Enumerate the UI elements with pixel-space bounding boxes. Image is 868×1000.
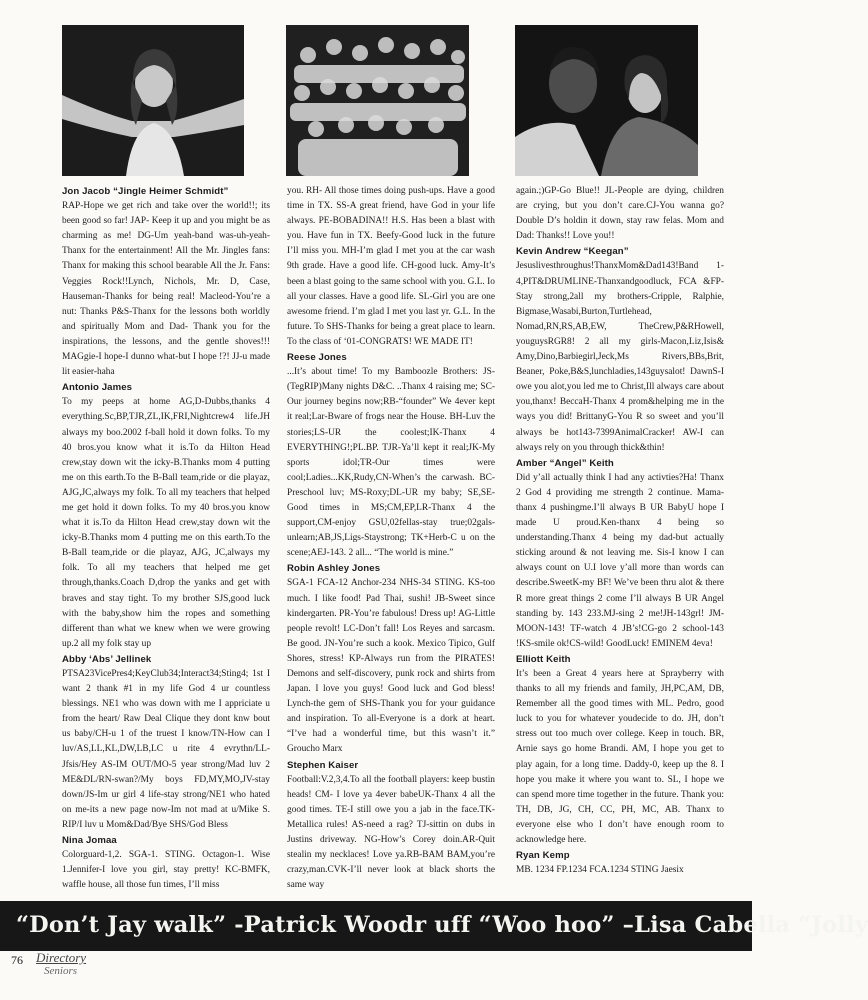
quote-text: “Don’t Jay walk” -Patrick Woodr uff “Woo hoo” –Lisa Cabella “Jolly [16, 912, 868, 938]
senior-message: you. RH- All those times doing push-ups. Have a good time in TX. SS-A great friend, have God in your life always. PE-BOBADINA!! H.S. Has been a blast with you. Have fun in TX. Beefy-Good luck in the future I’ll miss you. MH-I’m glad I met you at the car wash 9th grade. Have a good life. CH-good luck. Amy-It’s been a blast going to the same school with you. G.L. Io all your classes. Have a good life. SL-Girl you are one awesome friend. I’m glad I met you last yr. G.L. In the future. To SHS-Thanks for being a great place to learn. To the class of ‘01-CONGRATS! WE MADE IT! [287, 186, 495, 347]
page-number: 76 [11, 953, 23, 967]
section-name: Directory [36, 950, 87, 965]
student-portrait-photo-icon [62, 25, 244, 176]
senior-message: again.;)GP-Go Blue!! JL-People are dying, children are crying, but you don’t care.CJ-You wanna go?Double D’s holdin it down, stay raw felas. Mom and Dad: Thanks!! Love you!! [516, 186, 724, 242]
senior-name: Amber “Angel” Keith [516, 457, 614, 469]
senior-name: Kevin Andrew “Keegan” [516, 246, 629, 258]
text-column-1 [62, 184, 270, 893]
senior-message: ...It’s about time! To my Bamboozle Brothers: JS-(TegRIP)Many nights D&C. ..Thanx 4 raising me; SC-Our journey begins now;RB-“founder” We 4ever kept it real;Lar-Bware of frogs near the House. BH-Luv the stories;LS-UR the coolest;IK-Thanx 4 EVERYTHING!;PL.BP. TJR-Ya’ll kept it real;JK-My sports idol;TR-Our times were cool;Ladies...KK,Rudy,CN-When’s the carwash. BC-Preschool luv; MS-Roxy;DL-UR my baby; SE,SE-Good times in MS;CM,EP,LR-Thanx 4 the support,CM-enjoy GSU,02fellas-stay true;02gals-unlearn;AB,JS,Ligs-Staystrong; TK+Herb-C u on the scene;AEJ-143. 2 all... “The world is mine.” [287, 367, 495, 559]
senior-message: RAP-Hope we get rich and take over the world!!; its been good so far! JAP- Keep it up and you might be as charming as me! DG-Um yeah-band was-uh-yeah-Thanx for the entertainment! All the Mr. Jingles fans: Thanx for making this school bearable All the Jr. Fans: Veggies Rock!!Lynch, Nichols, Mr. D, Case, Hauseman-Thanks for being real! Macleod-You’re a nut: Thanks P&S-Thanx for the lessons both worldly and spiritually Mom and Dad- Thank you for the inspirations, the lessons, and the gentle shoves!!! MAGgie-I hope-I dunno what-but I hope !?! JJ-u made lit easier-haha [62, 201, 270, 378]
group-photo-icon [286, 25, 469, 176]
senior-name: Robin Ashley Jones [287, 563, 381, 575]
senior-name: Antonio James [62, 382, 133, 394]
senior-name: Jon Jacob “Jingle Heimer Schmidt” [62, 186, 229, 197]
senior-message: Did y’all actually think I had any activties?Ha! Thanx 2 God 4 providing me strength 2 continue. Mama-thanx 4 pushingme.I’ll always B UR BabyU hope I made U proud.Ken-thanx 4 being so understanding.Thanx 4 being my dad-but actually sticking around & not leaving me. Sis-I know I can always count on U.I love y’all more than words can describe.SweetK-my BF! We’ve been thru alot & there R more great things 2 come I’ll always B UR Angel standing by. 143 233.MJ-sing 2 me!JH-143grl! JM-MOON-143! TF-watch 4 JB’s!CG-go 2 school-143 !KS-smile ok!CS-wild! GoodLuck! EMINEM 4eva! [516, 472, 724, 649]
text-column-3 [516, 184, 724, 878]
senior-name: Ryan Kemp [516, 850, 570, 862]
senior-message: Football:V.2,3,4.To all the football players: keep bustin heads! CM- I love ya 4ever babeUK-Thanx 4 all the good times. TE-I still owe you a jab in the face.TK-Metallica rules! AS-need a rag? TJ-sittin on dubs in Justins driveway. NG-How’s Corey doin.AR-Quit stealin my necklaces! Love ya.RB-BAM BAM,you’re crazy,man.CVK-I’ll never look at black shorts the same way [287, 774, 495, 891]
senior-message: Colorguard-1,2. SGA-1. STING. Octagon-1. Wise 1.Jennifer-I love you girl, stay pretty! KC-BMFK, waffle house, all those fun times, I’ll miss [62, 850, 270, 891]
senior-message: SGA-1 FCA-12 Anchor-234 NHS-34 STING. KS-too much. I like food! Pad Thai, sushi! JB-Sweet since kindergarten. PR-You’re fabulous! Dress up! AG-Little people revolt! LC-Don’t fall! Los Reyes and sarcasm. Be good. JN-You’re such a kook. Mexico Tipico, Gulf Shores, stress! KP-Always run from the PIRATES! Demons and self-discovery, punk rock and shirts from Japan. I love you guys! Good luck and God bless! Lynch-the gem of SHS-Thank you for your guidance and inspiration. To all-Everyone is a dork at heart. “I’ve had a wonderful time, but this wasn’t it.” Groucho Marx [287, 578, 495, 755]
senior-name: Abby ‘Abs’ Jellinek [62, 653, 152, 665]
quote-banner [0, 901, 868, 951]
student-portrait-photo [62, 25, 244, 176]
text-column-2 [287, 184, 495, 893]
senior-name: Stephen Kaiser [287, 759, 359, 771]
two-students-photo [515, 25, 698, 176]
group-photo [286, 25, 469, 176]
senior-message: To my peeps at home AG,D-Dubbs,thanks 4 everything.Sc,BP,TJR,ZL,IK,FRI,Nightcrew4 life.JH always my boo.2002 f-ball hold it down folks. To my 40 bros.you know what it is.To da Hilton Head crew,stay down wit the icky-B.Thanks mom 4 putting me on this earth.To the B-Ball team,ride or die playaz, AJG,JC,always my folk. To all my teachers that helped me get hold it down folks. To my 40 bros.you know what it is.To da Hilton Head crew,stay down wit the icky-B.Thanks mom 4 putting me on this earth.To the B-Ball team,ride or die playaz, AJG, JC,always my folk. To all my teachers that helped me get through,thanks.Coach D,drop the yanks and get with braves and stay tight. To my brother SJS,good luck with the baby,show him the ropes and something different than what we knew when we were growing up.2 all my folk stay up [62, 397, 270, 649]
senior-message: It’s been a Great 4 years here at Sprayberry with thanks to all my friends and family, JH,PC,AM, DB, Remember all the good times with ML. Pedro, good luck to you for whatever youdecide to do. JH, don’t stress out too much over college. Keep in touch. BR, Arnie says go home Brandi. AM, I hope you get to play again, for a long time. Daddy-0, keep up the 8. I hope you make it where you want to. SL, I hope we can spend more time together in the future. Thank you: TH, DB, JG, CH, CC, PH, MC, AB. Thanx to everyone else who I don’t have enough room to acknowledge here. [516, 669, 724, 846]
section-subtitle: Seniors [44, 965, 77, 977]
senior-message: PTSA23VicePres4;KeyClub34;Interact34;Sting4; 1st I want 2 thank #1 in my life God 4 ur countless blessings. NE1 who was down with me I appriciate u from the heart/ Raw Deal Clique they dont knw bout us baby/CH-u 1 of the truest I know/TN-How can I luv/AS,LL,KL,DW,LB,LC u rite 4 evrythn/LL-Jfsis/Hey AS-IM OUT/MO-5 year strong/Mad luv 2 ME&DL/RN-swan?/My boys FD,MY,MO,JV-stay down/JS-Im ur girl 4 life-stay strong/NE1 who hated on me-its a new page now-Im not mad at u/Mike S. RIP/I luv u Mom&Dad/Bye SHS/God Bless [62, 669, 270, 830]
senior-name: Reese Jones [287, 352, 347, 364]
senior-name: Nina Jomaa [62, 835, 117, 847]
senior-name: Elliott Keith [516, 653, 571, 665]
senior-message: Jesuslivesthroughus!ThanxMom&Dad143!Band 1-4,PIT&DRUMLINE-Thanxandgoodluck, FCA &FP-Stay strong,2all my brothers-Cripple, Ralphie, Bigmase,Wasabi,Burton,Turtlehead, Nomad,RN,RS,AB,EW, TheCrew,P&RHowell, youguysRGR8! 2 all my girls-Macon,Liz,Isis& Amy,Dino,Barbiegirl,Jeck,Ms Rivers,BBs,Brit, Beaner, Poke,B&S,lunchladies,143guysalot! DawnS-I owe you alot,you led me to Christ,Ill always care about you,thanx! BeccaH-Thanx 4 prom&helping me in the ways you did! BrittanyG-You R so sweet and you’ll always be hot143-7399AnimalCracker! AW-I can always rely on you through thick&thin! [516, 261, 724, 453]
two-students-photo-icon [515, 25, 698, 176]
senior-message: MB. 1234 FP.1234 FCA.1234 STING Jaesix [516, 865, 684, 876]
